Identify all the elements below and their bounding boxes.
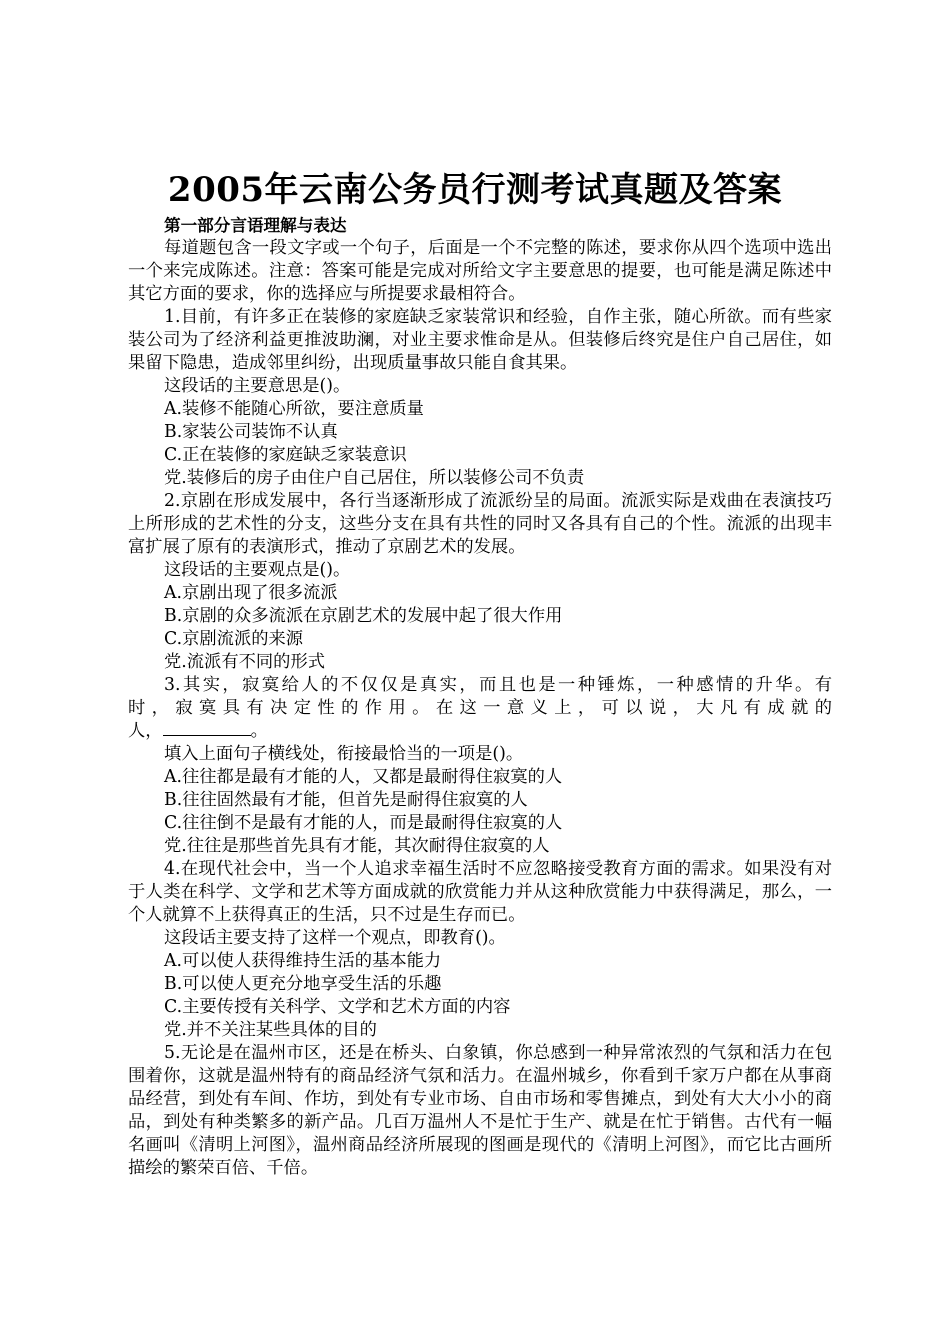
question-2-stem: 2.京剧在形成发展中，各行当逐渐形成了流派纷呈的局面。流派实际是戏曲在表演技巧上所形成的艺术性的分支，这些分支在具有共性的同时又各具有自己的个性。流派的出现丰富扩展了原有的表演形式，推动了京剧艺术的发展。 <box>128 491 832 557</box>
question-1-option-a: A.装修不能随心所欲，要注意质量 <box>164 399 424 419</box>
question-1-prompt: 这段话的主要意思是()。 <box>164 376 351 396</box>
question-2-option-c: C.京剧流派的来源 <box>164 629 304 649</box>
question-4-option-d: 党.并不关注某些具体的目的 <box>164 1020 377 1040</box>
question-1-option-c: C.正在装修的家庭缺乏家装意识 <box>164 445 407 465</box>
document-title: 2005年云南公务员行测考试真题及答案 <box>167 170 783 210</box>
section-heading: 第一部分言语理解与表达 <box>164 215 347 235</box>
question-4-stem: 4.在现代社会中，当一个人追求幸福生活时不应忽略接受教育方面的需求。如果没有对于人类在科学、文学和艺术等方面成就的欣赏能力并从这种欣赏能力中获得满足，那么，一个人就算不上获得真正的生活，只不过是生存而已。 <box>128 859 832 925</box>
document-body <box>128 214 832 1180</box>
question-4-option-c: C.主要传授有关科学、文学和艺术方面的内容 <box>164 997 511 1017</box>
question-4-option-a: A.可以使人获得维持生活的基本能力 <box>164 951 442 971</box>
question-1-option-b: B.家装公司装饰不认真 <box>164 422 338 442</box>
question-3-option-d: 党.往往是那些首先具有才能，其次耐得住寂寞的人 <box>164 836 550 856</box>
question-3-option-c: C.往往倒不是最有才能的人，而是最耐得住寂寞的人 <box>164 813 563 833</box>
question-3-option-b: B.往往固然最有才能，但首先是耐得住寂寞的人 <box>164 790 528 810</box>
question-2-option-b: B.京剧的众多流派在京剧艺术的发展中起了很大作用 <box>164 606 563 626</box>
question-5-stem: 5.无论是在温州市区，还是在桥头、白象镇，你总感到一种异常浓烈的气氛和活力在包围着你，这就是温州特有的商品经济气氛和活力。在温州城乡，你看到千家万户都在从事商品经营，到处有车间、作坊，到处有专业市场、自由市场和零售摊点，到处有大大小小的商品，到处有种类繁多的新产品。几百万温州人不是忙于生产、就是在忙于销售。古代有一幅名画叫《清明上河图》，温州商品经济所展现的图画是现代的《清明上河图》，而它比古画所描绘的繁荣百倍、千倍。 <box>128 1043 832 1178</box>
question-3-stem-line-2: 时，寂寞具有决定性的作用。在这一意义上，可以说，大凡有成就的 <box>128 698 832 718</box>
question-1-option-d: 党.装修后的房子由住户自己居住，所以装修公司不负责 <box>164 468 585 488</box>
question-3-stem-line-3 <box>128 720 832 743</box>
question-1-stem: 1.目前，有许多正在装修的家庭缺乏家装常识和经验，自作主张，随心所欲。而有些家装公司为了经济利益更推波助澜，对业主要求惟命是从。但装修后终究是住户自己居住，如果留下隐患，造成邻里纠纷，出现质量事故只能自食其果。 <box>128 307 832 373</box>
question-3-prompt: 填入上面句子横线处，衔接最恰当的一项是()。 <box>164 744 524 764</box>
question-4-prompt: 这段话主要支持了这样一个观点，即教育()。 <box>164 928 506 948</box>
question-4-option-b: B.可以使人更充分地享受生活的乐趣 <box>164 974 442 994</box>
question-3-stem-line-1: 3.其实，寂寞给人的不仅仅是真实，而且也是一种锤炼，一种感情的升华。有 <box>164 675 832 695</box>
question-2-option-d: 党.流派有不同的形式 <box>164 652 326 672</box>
question-3-option-a: A.往往都是最有才能的人，又都是最耐得住寂寞的人 <box>164 767 563 787</box>
question-2-option-a: A.京剧出现了很多流派 <box>164 583 338 603</box>
question-3-stem-prefix: 人， <box>128 721 163 741</box>
question-2-prompt: 这段话的主要观点是()。 <box>164 560 351 580</box>
question-3-stem-suffix: 。 <box>250 721 268 741</box>
answer-blank <box>163 721 251 736</box>
instructions-paragraph: 每道题包含一段文字或一个句子，后面是一个不完整的陈述，要求你从四个选项中选出一个来完成陈述。注意：答案可能是完成对所给文字主要意思的提要，也可能是满足陈述中其它方面的要求，你的选择应与所提要求最相符合。 <box>128 238 832 304</box>
